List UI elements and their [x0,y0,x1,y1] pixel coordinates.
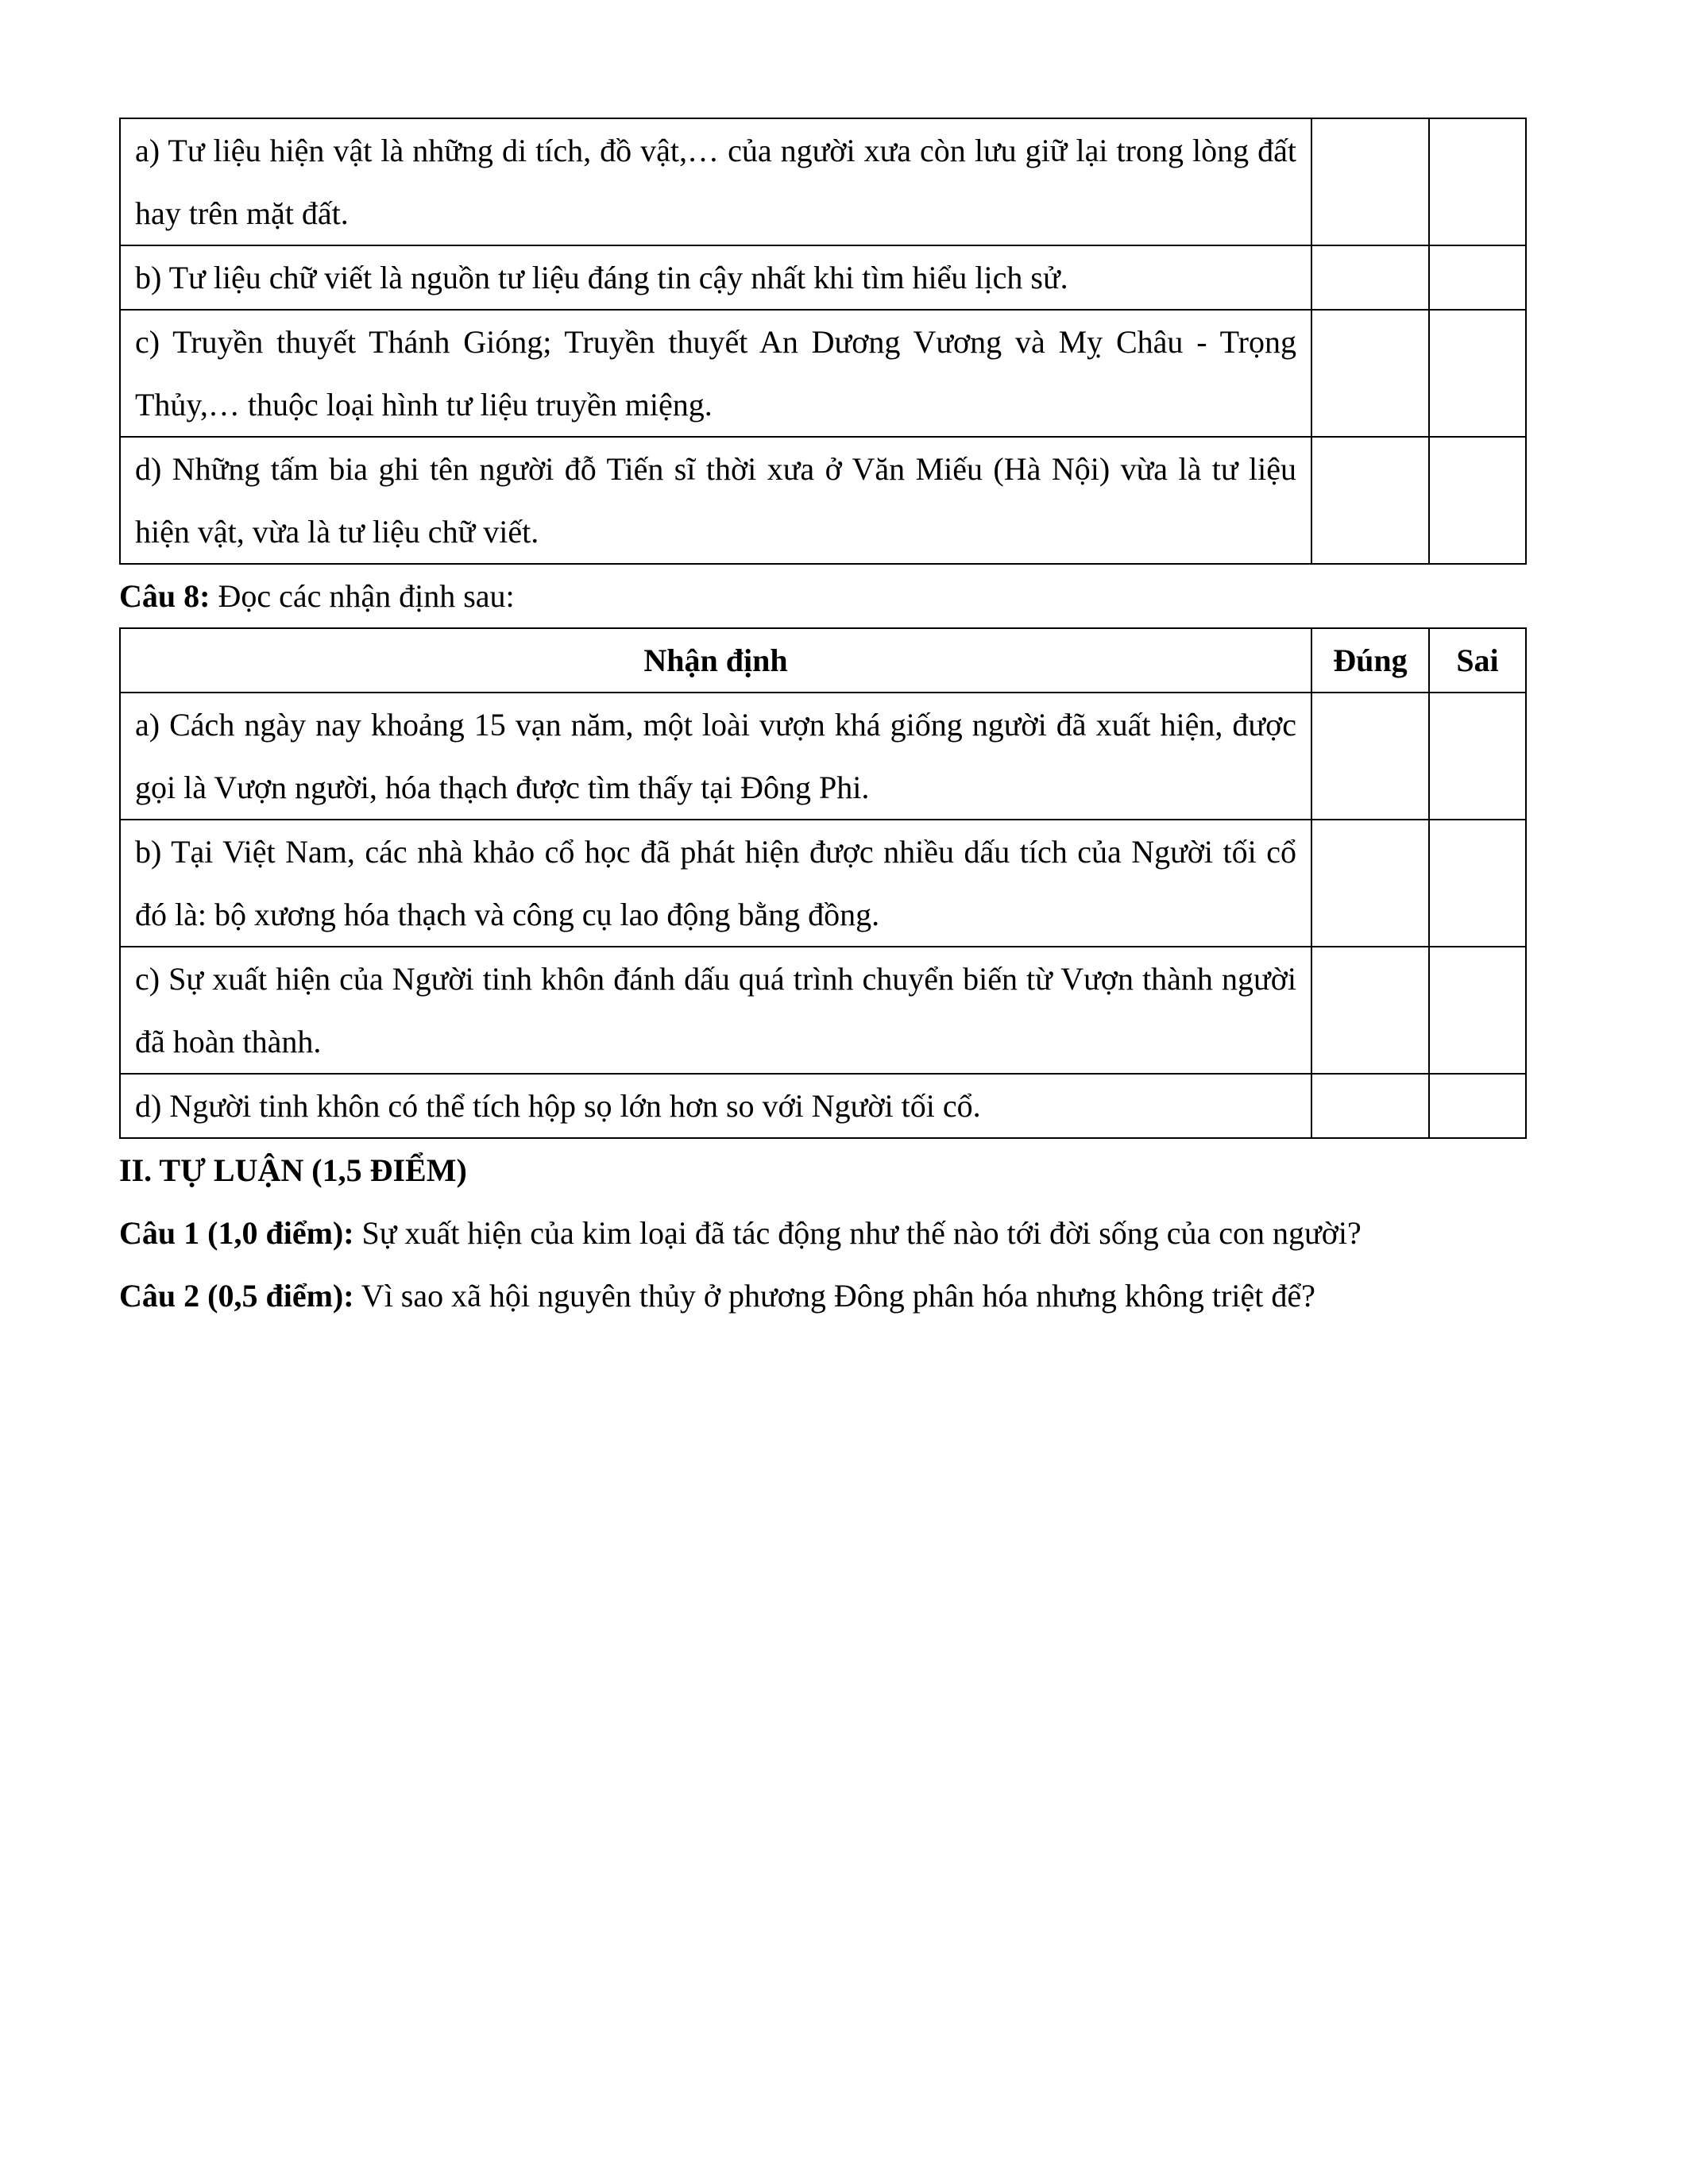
false-answer-cell[interactable] [1429,693,1526,820]
statement-cell: b) Tại Việt Nam, các nhà khảo cổ học đã phát hiện được nhiều dấu tích của Người tối cổ đó là: bộ xương hóa thạch và công cụ lao động bằng đồng. [120,820,1311,947]
false-answer-cell[interactable] [1429,437,1526,564]
true-answer-cell[interactable] [1311,437,1429,564]
true-answer-cell[interactable] [1311,693,1429,820]
question-8-text: Đọc các nhận định sau: [210,578,515,614]
true-answer-cell[interactable] [1311,1074,1429,1138]
statement-cell: b) Tư liệu chữ viết là nguồn tư liệu đáng tin cậy nhất khi tìm hiểu lịch sử. [120,245,1311,310]
header-statement: Nhận định [120,628,1311,693]
essay-heading [119,1139,1525,1202]
table-row [120,245,1526,310]
essay-question-1 [119,1202,1525,1264]
table-row [120,310,1526,437]
true-answer-cell[interactable] [1311,310,1429,437]
statement-cell: c) Sự xuất hiện của Người tinh khôn đánh dấu quá trình chuyển biến từ Vượn thành người đã hoàn thành. [120,947,1311,1074]
false-answer-cell[interactable] [1429,310,1526,437]
table-row [120,947,1526,1074]
header-false: Sai [1429,628,1526,693]
false-answer-cell[interactable] [1429,947,1526,1074]
document-page [119,118,1525,1327]
essay-heading-text: II. TỰ LUẬN (1,5 ĐIỂM) [119,1152,467,1188]
statement-cell: a) Cách ngày nay khoảng 15 vạn năm, một loài vượn khá giống người đã xuất hiện, được gọi là Vượn người, hóa thạch được tìm thấy tại Đông Phi. [120,693,1311,820]
table-row [120,693,1526,820]
essay-question-2-text: Vì sao xã hội nguyên thủy ở phương Đông phân hóa nhưng không triệt để? [353,1278,1315,1314]
statement-cell: d) Những tấm bia ghi tên người đỗ Tiến sĩ thời xưa ở Văn Miếu (Hà Nội) vừa là tư liệu hiện vật, vừa là tư liệu chữ viết. [120,437,1311,564]
true-answer-cell[interactable] [1311,245,1429,310]
true-answer-cell[interactable] [1311,820,1429,947]
table-row [120,1074,1526,1138]
table-row [120,437,1526,564]
essay-question-1-text: Sự xuất hiện của kim loại đã tác động như thế nào tới đời sống của con người? [353,1215,1362,1251]
essay-question-2-label: Câu 2 (0,5 điểm): [119,1278,354,1314]
false-answer-cell[interactable] [1429,118,1526,245]
statement-cell: d) Người tinh khôn có thể tích hộp sọ lớn hơn so với Người tối cổ. [120,1074,1311,1138]
essay-question-2 [119,1264,1525,1327]
table-row [120,820,1526,947]
header-true: Đúng [1311,628,1429,693]
table-source-statements [119,118,1527,565]
statement-cell: a) Tư liệu hiện vật là những di tích, đồ vật,… của người xưa còn lưu giữ lại trong lòng đất hay trên mặt đất. [120,118,1311,245]
false-answer-cell[interactable] [1429,820,1526,947]
essay-question-1-label: Câu 1 (1,0 điểm): [119,1215,354,1251]
question-8-label: Câu 8: [119,578,211,614]
table-evolution-statements [119,627,1527,1139]
question-8-prompt [119,565,1525,627]
table-header-row [120,628,1526,693]
false-answer-cell[interactable] [1429,1074,1526,1138]
true-answer-cell[interactable] [1311,947,1429,1074]
false-answer-cell[interactable] [1429,245,1526,310]
statement-cell: c) Truyền thuyết Thánh Gióng; Truyền thuyết An Dương Vương và Mỵ Châu - Trọng Thủy,… thuộc loại hình tư liệu truyền miệng. [120,310,1311,437]
table-row [120,118,1526,245]
true-answer-cell[interactable] [1311,118,1429,245]
